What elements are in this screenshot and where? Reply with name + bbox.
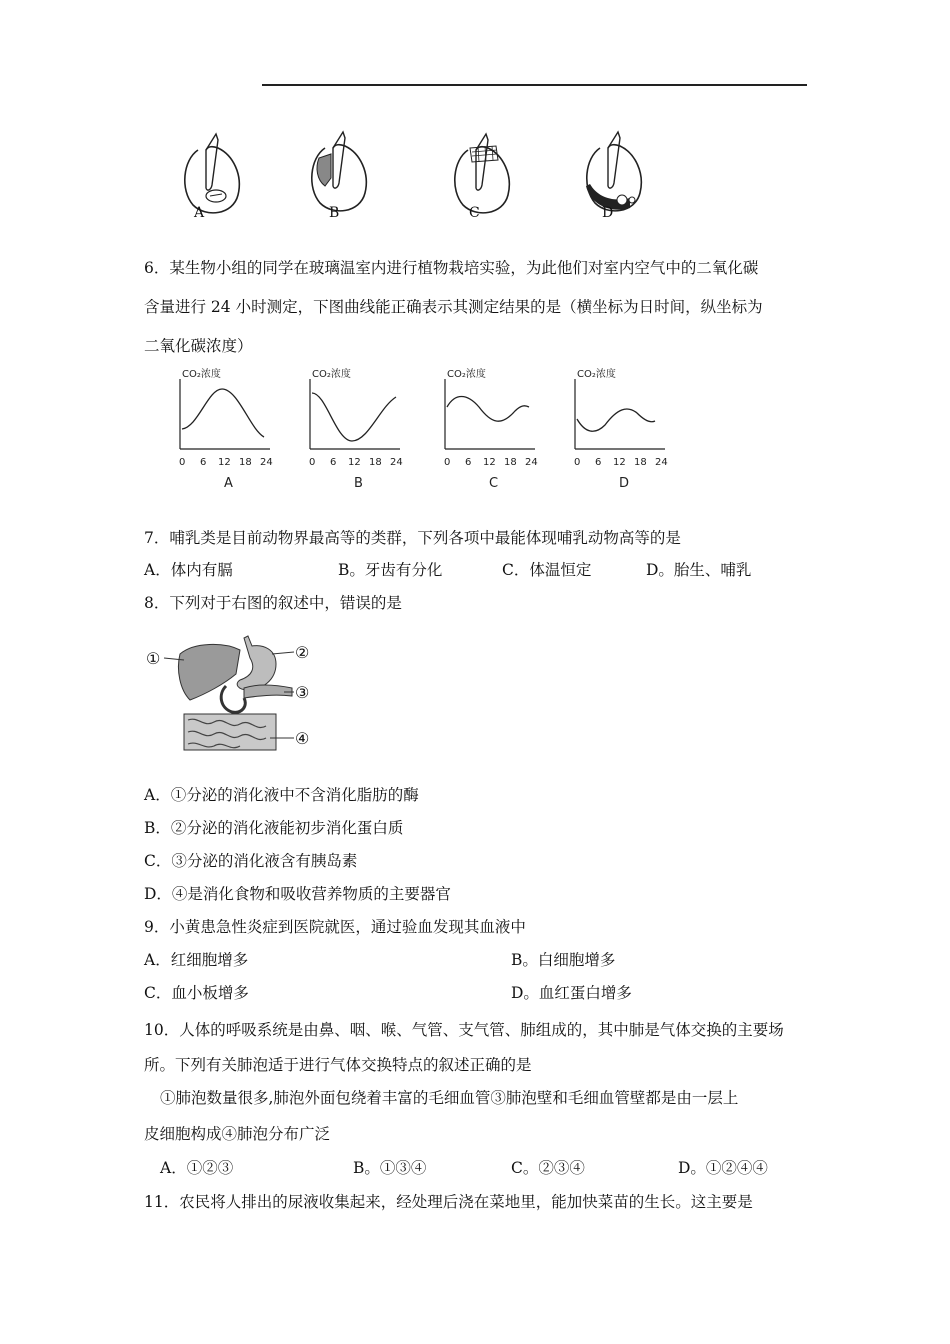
q6-line-2: 含量进行 24 小时测定，下图曲线能正确表示其测定结果的是（横坐标为日时间，纵坐标为 — [144, 298, 763, 316]
x-tick-label: 6 — [200, 457, 207, 468]
q10-option-a: A．①②③ — [160, 1159, 234, 1177]
x-tick-label: 24 — [655, 457, 668, 468]
q10-option-c: C。②③④ — [511, 1159, 585, 1177]
liver-shape — [178, 644, 240, 700]
co2-curve — [577, 409, 655, 431]
seed-c — [455, 134, 510, 213]
seed-label-a: A — [194, 205, 205, 221]
y-axis-label: CO₂浓度 — [577, 369, 616, 380]
x-tick-label: 6 — [330, 457, 337, 468]
q8-option-c: C．③分泌的消化液含有胰岛素 — [144, 852, 358, 870]
seed-a — [185, 134, 240, 213]
x-tick-label: 18 — [239, 457, 252, 468]
co2-curve — [447, 397, 529, 422]
x-tick-label: 24 — [390, 457, 403, 468]
x-tick-label: 12 — [483, 457, 496, 468]
chart-panel-label: C — [489, 476, 499, 490]
x-tick-label: 0 — [309, 457, 316, 468]
seed-d — [586, 132, 641, 211]
x-tick-label: 18 — [634, 457, 647, 468]
q8-option-b: B．②分泌的消化液能初步消化蛋白质 — [144, 819, 404, 837]
q6-line-3: 二氧化碳浓度） — [144, 337, 253, 355]
organ-label-3: ③ — [295, 683, 310, 702]
q8-option-a: A．①分泌的消化液中不含消化脂肪的酶 — [144, 786, 419, 804]
q9-option-a: A．红细胞增多 — [144, 951, 249, 969]
x-tick-label: 6 — [595, 457, 602, 468]
chart-panel-label: D — [619, 476, 630, 490]
co2-chart-a — [179, 367, 273, 490]
q10-line-2: 所。下列有关肺泡适于进行气体交换特点的叙述正确的是 — [144, 1056, 532, 1074]
seed-label-c: C — [469, 205, 480, 221]
seed-label-d: D — [602, 205, 614, 221]
q9-option-d: D。血红蛋白增多 — [511, 984, 632, 1002]
q8-stem: 8．下列对于右图的叙述中，错误的是 — [144, 594, 402, 612]
co2-curve — [312, 393, 396, 441]
x-tick-label: 6 — [465, 457, 472, 468]
q7-option-b: B。牙齿有分化 — [338, 561, 443, 579]
x-tick-label: 12 — [348, 457, 361, 468]
q10-option-d: D。①②④④ — [678, 1159, 768, 1177]
co2-chart-d — [574, 367, 668, 490]
seed-drawings — [160, 120, 660, 230]
q8-option-d: D．④是消化食物和吸收营养物质的主要器官 — [144, 885, 451, 903]
q7-option-a: A．体内有膈 — [144, 561, 233, 579]
co2-curve — [182, 389, 264, 437]
y-axis-label: CO₂浓度 — [447, 369, 486, 380]
q10-line-4: 皮细胞构成④肺泡分布广泛 — [144, 1125, 331, 1143]
x-tick-label: 18 — [369, 457, 382, 468]
q7-stem: 7．哺乳类是目前动物界最高等的类群，下列各项中最能体现哺乳动物高等的是 — [144, 529, 681, 547]
co2-chart-c — [444, 367, 538, 490]
q10-line-1: 10．人体的呼吸系统是由鼻、咽、喉、气管、支气管、肺组成的，其中肺是气体交换的主要场 — [144, 1021, 784, 1039]
seed-figure — [160, 120, 660, 230]
co2-chart-b — [309, 367, 403, 490]
co2-charts-svg — [170, 365, 690, 490]
co2-charts — [170, 365, 690, 490]
organ-label-4: ④ — [295, 729, 310, 748]
x-tick-label: 24 — [525, 457, 538, 468]
stomach-shape — [237, 636, 276, 690]
q6-line-1: 6．某生物小组的同学在玻璃温室内进行植物栽培实验，为此他们对室内空气中的二氧化碳 — [144, 259, 759, 277]
x-tick-label: 0 — [179, 457, 186, 468]
x-tick-label: 12 — [218, 457, 231, 468]
y-axis-label: CO₂浓度 — [312, 369, 351, 380]
q11-text: 11．农民将人排出的尿液收集起来，经处理后浇在菜地里，能加快菜苗的生长。这主要是 — [144, 1193, 753, 1211]
chart-panel-label: A — [224, 476, 233, 490]
x-tick-label: 18 — [504, 457, 517, 468]
y-axis-label: CO₂浓度 — [182, 369, 221, 380]
header-rule — [262, 84, 807, 86]
seed-b — [312, 132, 367, 211]
q10-option-b: B。①③④ — [353, 1159, 427, 1177]
q9-stem: 9．小黄患急性炎症到医院就医，通过验血发现其血液中 — [144, 918, 526, 936]
x-tick-label: 0 — [574, 457, 581, 468]
q9-option-b: B。白细胞增多 — [511, 951, 616, 969]
x-tick-label: 0 — [444, 457, 451, 468]
x-tick-label: 24 — [260, 457, 273, 468]
q9-option-c: C．血小板增多 — [144, 984, 249, 1002]
q7-option-d: D。胎生、哺乳 — [646, 561, 752, 579]
organ-label-2: ② — [295, 643, 310, 662]
q10-line-3: ①肺泡数量很多,肺泡外面包绕着丰富的毛细血管③肺泡壁和毛细血管壁都是由一层上 — [160, 1089, 739, 1107]
seed-label-b: B — [329, 205, 340, 221]
chart-panel-label: B — [354, 476, 363, 490]
q7-option-c: C．体温恒定 — [502, 561, 592, 579]
organ-label-1: ① — [146, 649, 161, 668]
x-tick-label: 12 — [613, 457, 626, 468]
